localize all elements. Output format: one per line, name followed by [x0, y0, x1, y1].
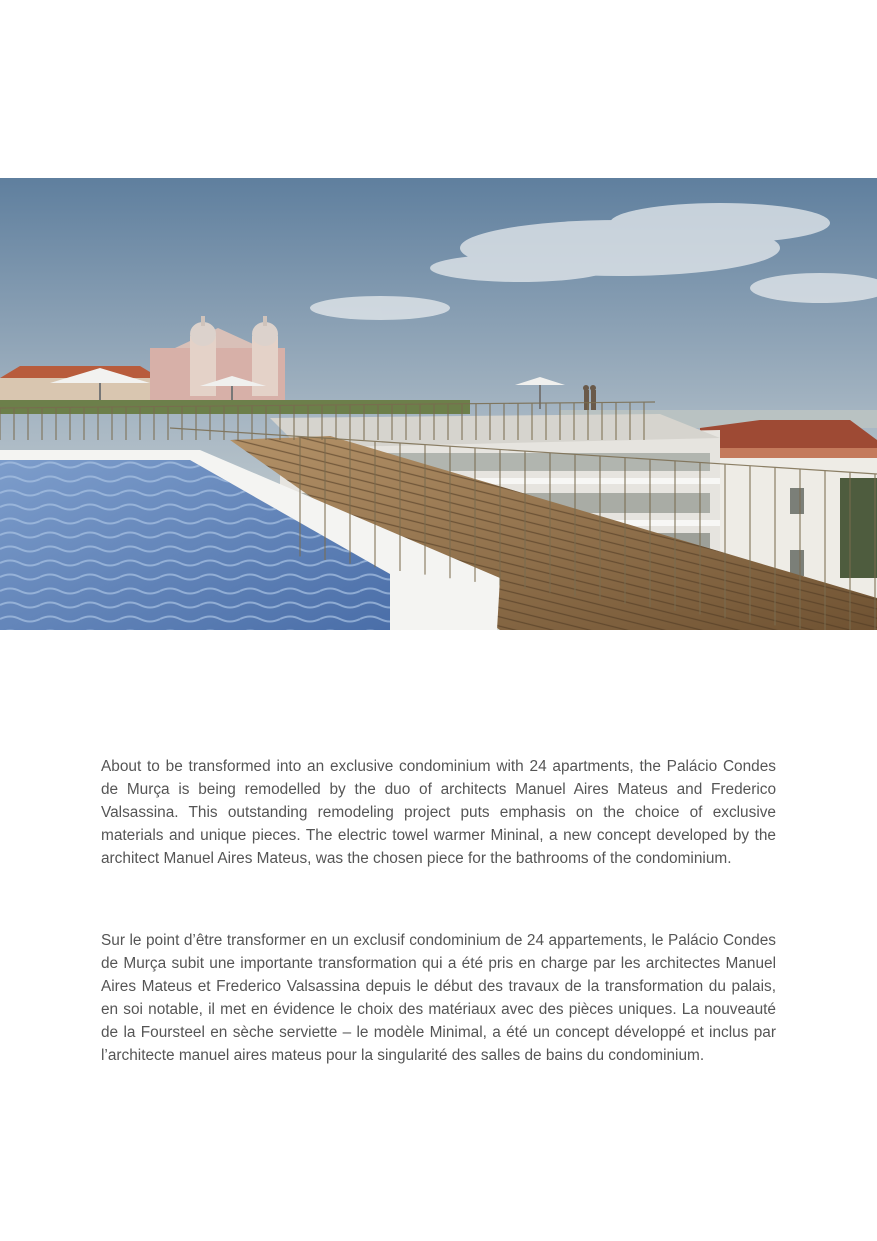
french-paragraph: Sur le point d’être transformer en un exclusif condominium de 24 appartements, le Palácio Condes de Murça subit une importante transformation qui a été pris en charge par les architectes Manuel Aires Mateus et Frederico Valsassina depuis le début des travaux de la transformation du palais, en soi notable, il met en évidence le choix des matériaux avec des pièces uniques. La nouveauté de la Foursteel en sèche serviette – le modèle Minimal, a été un concept développé et inclus par l’architecte manuel aires mateus pour la singularité des salles de bains du condominium. — [101, 932, 776, 1064]
english-paragraph: About to be transformed into an exclusive condominium with 24 apartments, the Palácio Condes de Murça is being remodelled by the duo of architects Manuel Aires Mateus and Frederico Valsassina. This outstanding remodeling project puts emphasis on the choice of exclusive materials and unique pieces. The electric towel warmer Mininal, a new concept developed by the architect Manuel Aires Mateus, was the chosen piece for the bathrooms of the condominium. — [101, 758, 776, 867]
rooftop-pool-illustration — [0, 178, 877, 630]
hero-photo — [0, 178, 877, 630]
